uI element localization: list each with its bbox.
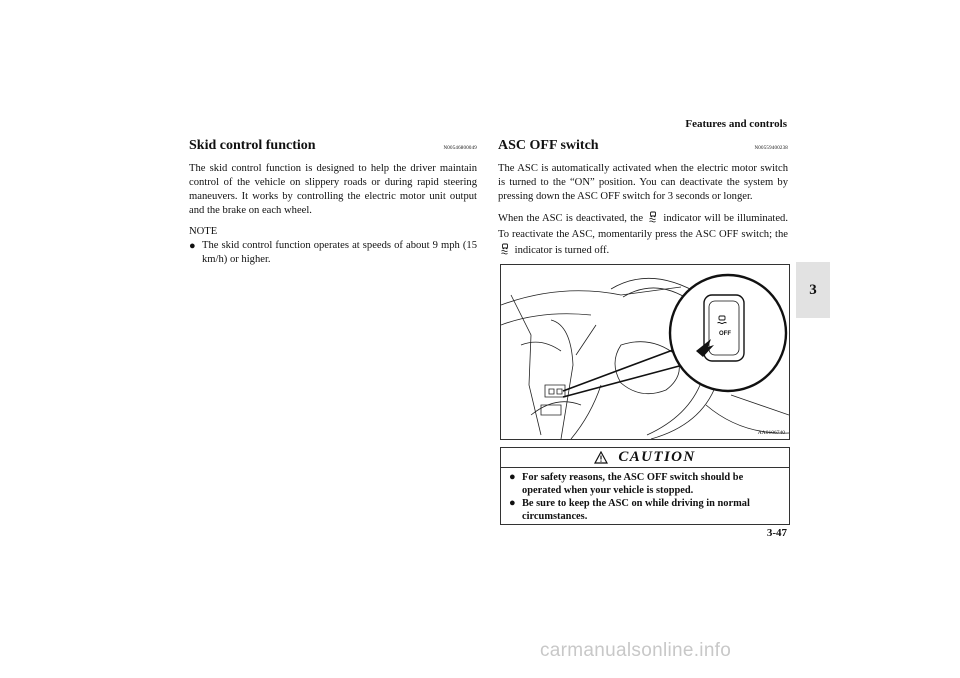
caution-title: CAUTION [618, 449, 696, 465]
asc-paragraph-1: The ASC is automatically activated when the electric motor switch is turned to the “ON” position. You can deactivate the system by pressing down the ASC OFF switch for 3 seconds or longer. [498, 163, 788, 202]
bullet-icon: ● [189, 240, 196, 252]
caution-body [501, 468, 789, 523]
warning-triangle-icon [594, 451, 608, 464]
note-label: NOTE [189, 226, 218, 237]
off-switch-label: OFF [719, 331, 731, 337]
asc-paragraph-2 [498, 211, 788, 259]
section-title-skid: Skid control function [189, 138, 316, 153]
section-title-asc: ASC OFF switch [498, 138, 599, 153]
note-text: The skid control function operates at speeds of about 9 mph (15 km/h) or higher. [202, 240, 477, 265]
skid-paragraph: The skid control function is designed to help the driver maintain control of the vehicle on slippery roads or during rapid steering maneuvers. It works by controlling the electric motor unit output and the brake on each wheel. [189, 163, 477, 216]
asc-text-b: indicator will be illuminated. To reactivate the ASC, momentarily press the ASC OFF switch; the [498, 213, 788, 240]
caution-header [501, 448, 789, 468]
skid-indicator-icon [648, 211, 658, 223]
section-heading [498, 139, 788, 156]
bullet-icon: ● [509, 497, 516, 509]
caution-text: Be sure to keep the ASC on while driving in normal circumstances. [522, 498, 750, 522]
caution-item [509, 497, 783, 523]
asc-text-c: indicator is turned off. [514, 245, 610, 256]
left-column [189, 139, 477, 267]
section-code: N00559400238 [754, 146, 788, 151]
caution-text: For safety reasons, the ASC OFF switch should be operated when your vehicle is stopped. [522, 472, 744, 496]
section-code: N00546800049 [443, 146, 477, 151]
caution-item [509, 471, 783, 497]
bullet-icon: ● [509, 471, 516, 483]
right-column [498, 139, 788, 266]
caution-box [500, 447, 790, 525]
figure-code: AA0106740 [757, 430, 785, 436]
page-number: 3-47 [766, 527, 787, 539]
steering-wheel-dashboard-drawing [501, 265, 789, 439]
watermark-text: carmanualsonline.info [540, 640, 732, 661]
asc-text-a: When the ASC is deactivated, the [498, 213, 644, 224]
note-item [189, 239, 477, 267]
skid-indicator-icon [500, 243, 510, 255]
section-heading [189, 139, 477, 156]
dashboard-illustration [500, 264, 790, 440]
page-header: Features and controls [685, 118, 787, 130]
chapter-tab: 3 [796, 262, 830, 318]
